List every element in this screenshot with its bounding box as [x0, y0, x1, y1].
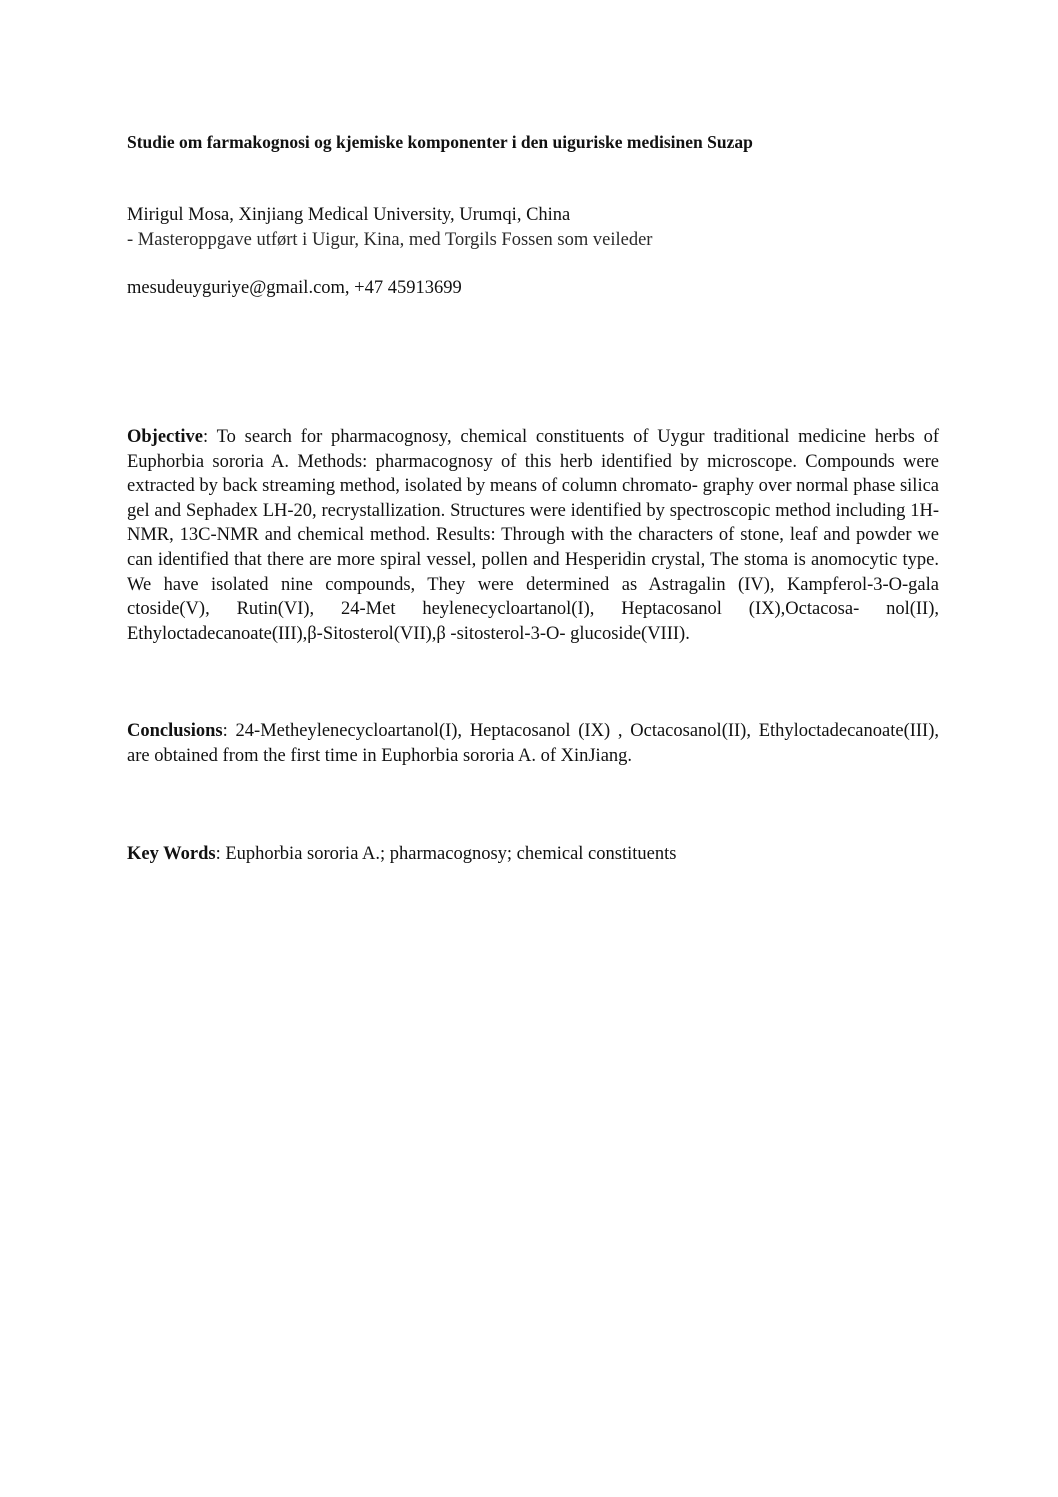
keywords-label: Key Words [127, 844, 216, 864]
thesis-line: - Masteroppgave utført i Uigur, Kina, med Torgils Fossen som veileder [127, 230, 653, 250]
keywords-text: : Euphorbia sororia A.; pharmacognosy; chemical constituents [215, 844, 677, 864]
document-title: Studie om farmakognosi og kjemiske komponenter i den uiguriske medisinen Suzap [127, 132, 753, 152]
keywords-paragraph [127, 842, 939, 867]
objective-label: Objective [127, 427, 204, 447]
objective-paragraph [127, 425, 939, 646]
conclusions-text: : 24-Metheylenecycloartanol(I), Heptacosanol (IX) , Octacosanol(II), Ethyloctadecanoate(III), are obtained from the first time in Euphorbia sororia A. of XinJiang. [127, 721, 939, 766]
conclusions-paragraph [127, 719, 939, 768]
conclusions-label: Conclusions [127, 721, 223, 741]
contact-line: mesudeuyguriye@gmail.com, +47 45913699 [127, 278, 462, 298]
objective-text: : To search for pharmacognosy, chemical constituents of Uygur traditional medicine herbs of Euphorbia sororia A. Methods: pharmacognosy of this herb identified by microscope. Compounds were extracted by back streaming method, isolated by means of column chromato- graphy over normal phase silica gel and Sephadex LH-20, recrystallization. Structures were identified by spectroscopic method including 1H-NMR, 13C-NMR and chemical method. Results: Through with the characters of stone, leaf and powder we can identified that there are more spiral vessel, pollen and Hesperidin crystal, The stoma is anomocytic type. We have isolated nine compounds, They were determined as Astragalin (IV), Kampferol-3-O-gala ctoside(V), Rutin(VI), 24-Met heylenecycloartanol(I), Heptacosanol (IX),Octacosa- nol(II), Ethyloctadecanoate(III),β-Sitosterol(VII),β -sitosterol-3-O- glucoside(VIII). [127, 427, 939, 644]
author-line: Mirigul Mosa, Xinjiang Medical University, Urumqi, China [127, 205, 571, 225]
